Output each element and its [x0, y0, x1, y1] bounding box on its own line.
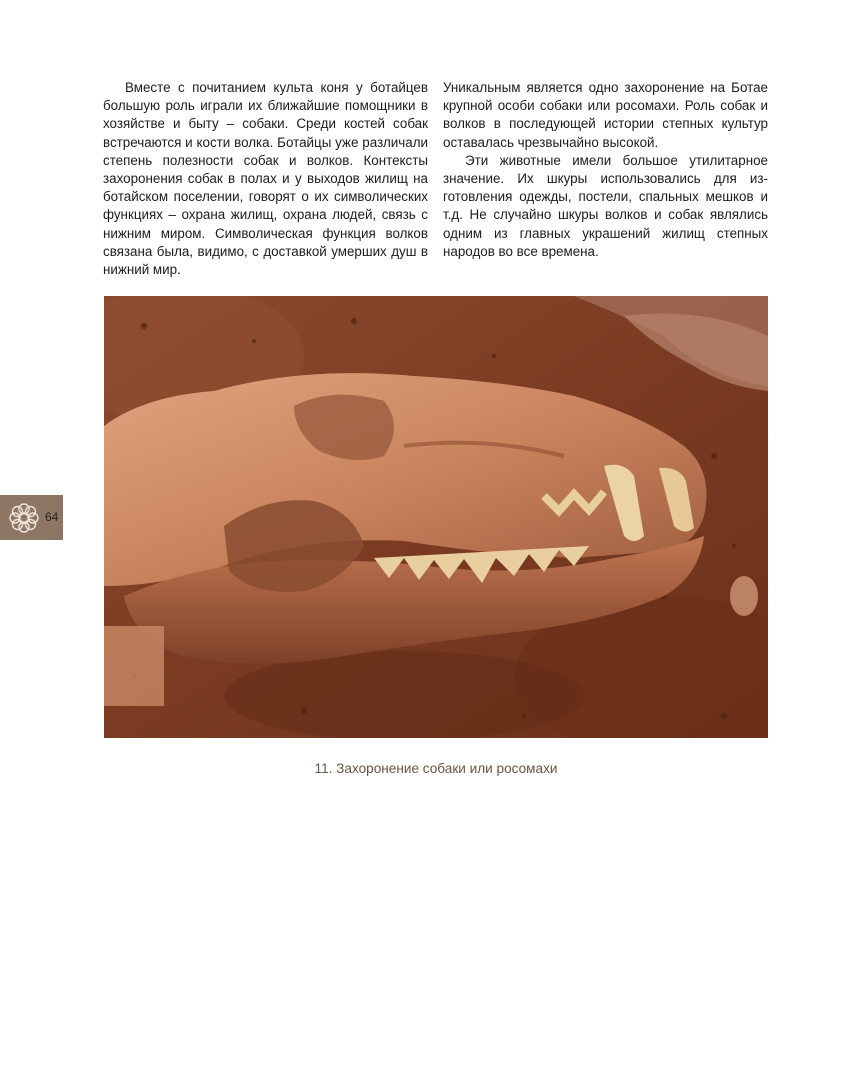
paragraph: Уникальным является одно захоронение на Ботае крупной особи собаки или росомахи. Роль собак и волков в последующей истории степных культур оставалась чрезвычайно высокой. [443, 80, 768, 150]
page-number-tab [0, 495, 63, 540]
page-number: 64 [45, 510, 59, 524]
text-column-left [103, 79, 428, 279]
skull-photo [104, 296, 768, 738]
text-column-right [443, 79, 768, 261]
paragraph: Вместе с почитанием культа коня у ботайцев большую роль играли их ближайшие помощники в хозяйстве и быту – собаки. Среди костей собак встречаются и кости волка. Ботайцы уже различали степень полезности собак и волков. Контексты захоронения собак в полах и у выходов жилищ на ботайском поселении, говорят о их символических функциях – охрана жилищ, охрана людей, связь с нижним миром. Символическая функция волков связана была, видимо, с доставкой умерших душ в нижний мир. [103, 80, 428, 278]
paragraph: Эти животные имели большое утилитарное значение. Их шкуры использовались для изготовления одежды, постели, спальных мешков и т.д. Не случайно шкуры волков и собак являлись одним из главных украшений жилищ степных народов во все времена. [443, 152, 768, 259]
ornament-icon [4, 498, 44, 538]
figure-caption: 11. Захоронение собаки или росомахи [314, 761, 558, 776]
